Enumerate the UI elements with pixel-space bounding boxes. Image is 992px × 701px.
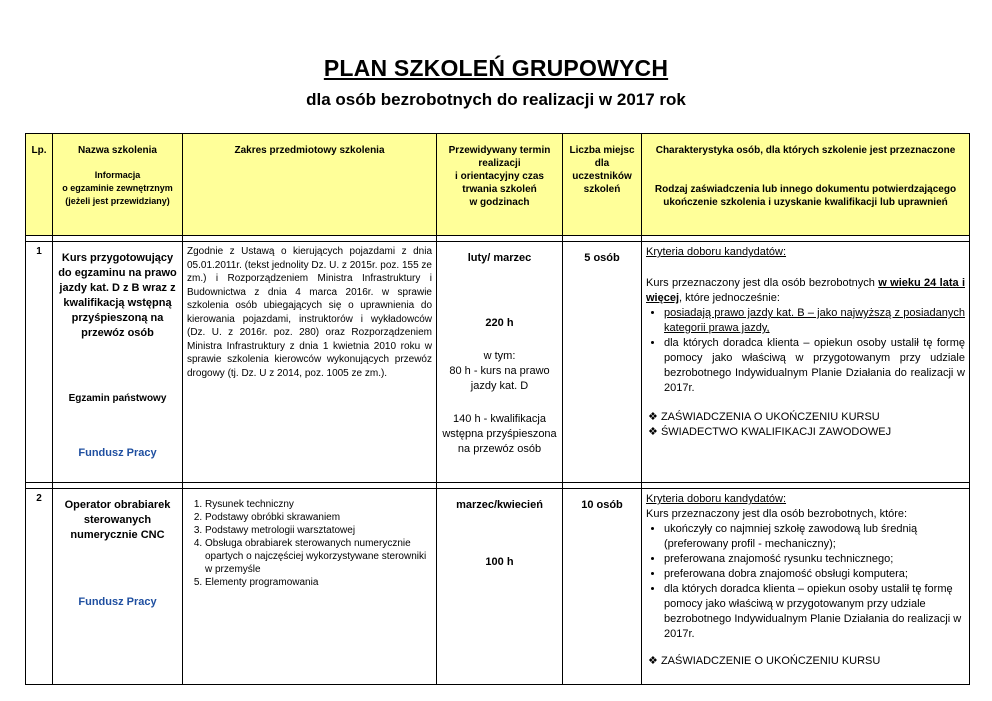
- hours-detail: 140 h - kwalifikacja wstępna przyśpieszona na przewóz osób: [442, 413, 557, 455]
- diamond-x-icon: ❖: [648, 426, 658, 438]
- list-item: • ukończyły co najmniej szkołę zawodową lub średnią (preferowany profil - mechaniczny);: [664, 522, 965, 552]
- list-item: 1. Rysunek techniczny: [205, 498, 432, 511]
- criteria-intro: Kurs przeznaczony jest dla osób bezrobotnych, które:: [646, 508, 908, 520]
- characteristics-cell: [642, 489, 970, 685]
- term-cell: [437, 489, 563, 685]
- list-item: • dla których doradca klienta – opiekun osoby ustalił tę formę pomocy jako właściwą w przygotowanym przy udziale bezrobotnego Indywidualnym Planie Działania do realizacji w 2017r.: [664, 336, 965, 396]
- scope-cell: Zgodnie z Ustawą o kierujących pojazdami z dnia 05.01.2011r. (tekst jednolity Dz. U. z 2015r. poz. 155 ze zm.) i Rozporządzeniem Ministra Infrastruktury i Budownictwa z dnia 4 marca 2016r. w sprawie szkolenia osób ubiegających się o uprawnienia do kierowania pojazdami, instruktorów i wykładowców (Dz. U. z 2016r. poz. 280) oraz Rozporządzeniem Ministra Infrastruktury z dnia 1 kwietnia 2010 roku w sprawie szkolenia kierowców wykonujących przewóz drogowy (tj. Dz. U z 2014, poz. 1005 ze zm.).: [183, 242, 437, 483]
- hours: 220 h: [485, 317, 514, 329]
- page-title: PLAN SZKOLEŃ GRUPOWYCH: [323, 55, 669, 81]
- list-item: • posiadają prawo jazdy kat. B – jako najwyższą z posiadanych kategorii prawa jazdy,: [664, 306, 965, 336]
- header-name: Nazwa szkolenia Informacja o egzaminie zewnętrznym (jeżeli jest przewidziany): [53, 134, 183, 236]
- criteria-list: [646, 522, 965, 642]
- header-scope: Zakres przedmiotowy szkolenia: [183, 134, 437, 236]
- funding-source: Fundusz Pracy: [78, 596, 157, 608]
- table-header-row: [26, 134, 970, 236]
- scope-list: [187, 498, 432, 589]
- header-term: Przewidywany termin realizacji i orientacyjny czas trwania szkoleń w godzinach: [437, 134, 563, 236]
- course-name: Kurs przygotowujący do egzaminu na prawo jazdy kat. D z B wraz z kwalifikacją wstępną przyśpieszoną na przewóz osób: [58, 252, 177, 339]
- document-item: ❖ ZAŚWIADCZENIE O UKOŃCZENIU KURSU: [648, 655, 881, 667]
- list-item: • preferowana znajomość rysunku technicznego;: [664, 552, 965, 567]
- places-cell: 10 osób: [563, 489, 642, 685]
- criteria-title: Kryteria doboru kandydatów:: [646, 246, 787, 258]
- places-cell: 5 osób: [563, 242, 642, 483]
- characteristics-cell: [642, 242, 970, 483]
- term: marzec/kwiecień: [456, 499, 543, 511]
- row-name-cell: [53, 242, 183, 483]
- row-name-cell: [53, 489, 183, 685]
- row-lp: 1: [26, 242, 53, 483]
- scope-cell: [183, 489, 437, 685]
- term-cell: [437, 242, 563, 483]
- course-name: Operator obrabiarek sterowanych numerycznie CNC: [64, 499, 171, 541]
- list-item: 3. Podstawy metrologii warsztatowej: [205, 524, 432, 537]
- list-item: 2. Podstawy obróbki skrawaniem: [205, 511, 432, 524]
- header-exam-info: Informacja o egzaminie zewnętrznym (jeżeli jest przewidziany): [62, 170, 173, 206]
- header-places: Liczba miejsc dla uczestników szkoleń: [563, 134, 642, 236]
- hours-detail: 80 h - kurs na prawo jazdy kat. D: [449, 365, 550, 392]
- hours-detail: w tym:: [483, 350, 516, 362]
- list-item: 5. Elementy programowania: [205, 576, 432, 589]
- document-item: ❖ ZAŚWIADCZENIA O UKOŃCZENIU KURSU: [648, 411, 880, 423]
- exam-info: Egzamin państwowy: [68, 393, 167, 404]
- training-plan-table: [25, 133, 970, 685]
- diamond-x-icon: ❖: [648, 655, 658, 667]
- term: luty/ marzec: [467, 252, 532, 264]
- list-item: 4. Obsługa obrabiarek sterowanych numerycznie opartych o najczęściej wykorzystywane sterowniki w przemyśle: [205, 537, 432, 576]
- list-item: • preferowana dobra znajomość obsługi komputera;: [664, 567, 965, 582]
- funding-source: Fundusz Pracy: [78, 447, 157, 459]
- criteria-intro: Kurs przeznaczony jest dla osób bezrobotnych w wieku 24 lata i więcej, które jednocześnie:: [646, 277, 965, 304]
- diamond-x-icon: ❖: [648, 411, 658, 423]
- criteria-list: [646, 306, 965, 396]
- criteria-title: Kryteria doboru kandydatów:: [646, 493, 787, 505]
- page-subtitle: dla osób bezrobotnych do realizacji w 2017 rok: [306, 90, 686, 109]
- document-item: ❖ ŚWIADECTWO KWALIFIKACJI ZAWODOWEJ: [648, 426, 892, 438]
- header-document-type: Rodzaj zaświadczenia lub innego dokumentu potwierdzającego ukończenie szkolenia i uzyskanie kwalifikacji lub uprawnień: [654, 184, 957, 208]
- header-characteristics: Charakterystyka osób, dla których szkolenie jest przeznaczone Rodzaj zaświadczenia lub innego dokumentu potwierdzającego ukończenie szkolenia i uzyskanie kwalifikacji lub uprawnień: [642, 134, 970, 236]
- row-lp: 2: [26, 489, 53, 685]
- table-row: [26, 242, 970, 483]
- list-item: • dla których doradca klienta – opiekun osoby ustalił tę formę pomocy jako właściwą w przygotowanym przy udziale bezrobotnego Indywidualnym Planie Działania do realizacji w 2017r.: [664, 582, 965, 642]
- header-lp: Lp.: [26, 134, 53, 236]
- table-row: [26, 489, 970, 685]
- hours: 100 h: [485, 556, 514, 568]
